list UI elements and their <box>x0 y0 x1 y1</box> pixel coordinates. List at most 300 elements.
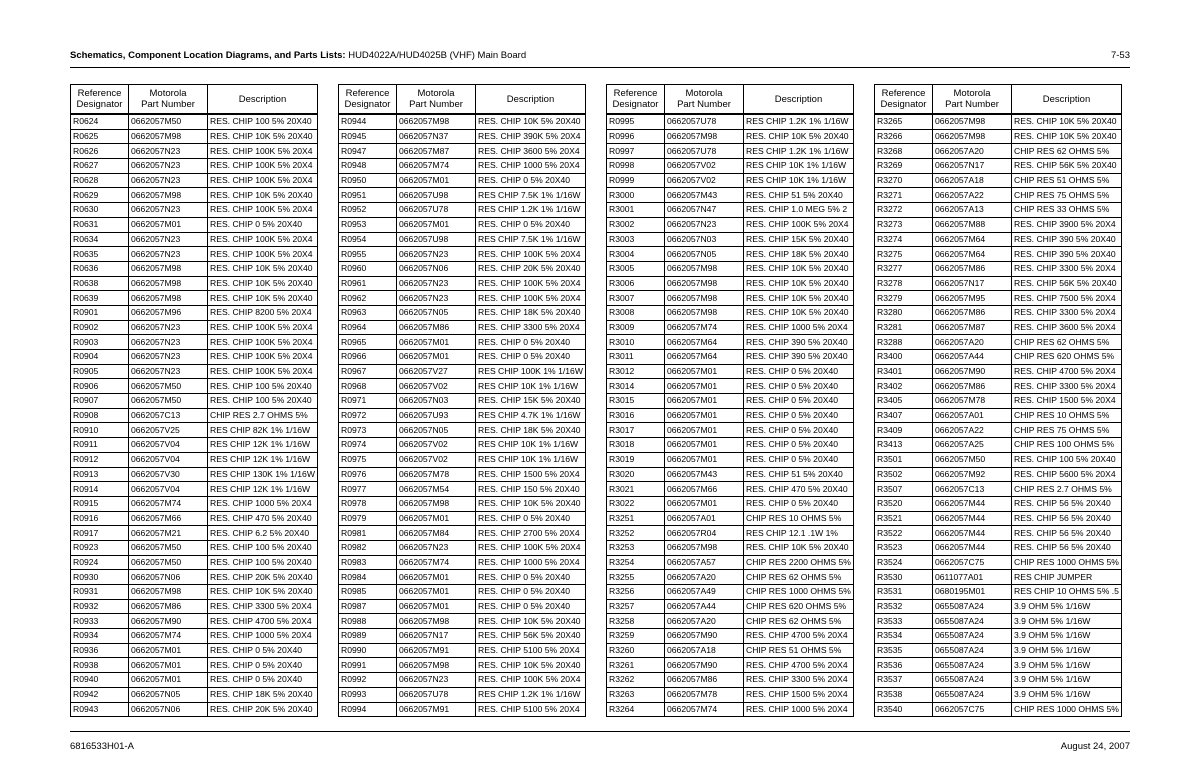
reference-cell: R3400 <box>875 350 933 365</box>
reference-cell: R3256 <box>607 585 665 600</box>
reference-cell: R3003 <box>607 232 665 247</box>
table-row <box>339 276 586 291</box>
table-row <box>875 305 1122 320</box>
part-number-cell: 0662057M90 <box>665 658 744 673</box>
reference-cell: R3264 <box>607 702 665 717</box>
description-cell: RES CHIP 7.5K 1% 1/16W <box>476 188 586 203</box>
part-number-cell: 0662057M64 <box>665 335 744 350</box>
part-number-cell: 0662057N23 <box>129 335 208 350</box>
part-number-cell: 0662057N05 <box>665 247 744 262</box>
reference-cell: R3009 <box>607 320 665 335</box>
table-row <box>71 144 318 159</box>
part-number-cell: 0662057V04 <box>129 482 208 497</box>
description-cell: 3.9 OHM 5% 1/16W <box>1012 614 1122 629</box>
description-cell: RES CHIP 10K 1% 1/16W <box>476 379 586 394</box>
description-cell: RES. CHIP 3300 5% 20X4 <box>1012 261 1122 276</box>
part-number-cell: 0662057V02 <box>397 379 476 394</box>
table-row <box>607 658 854 673</box>
parts-table <box>874 84 1122 717</box>
description-cell: RES. CHIP 100K 5% 20X4 <box>208 247 318 262</box>
reference-cell: R3269 <box>875 159 933 174</box>
part-number-cell: 0662057N23 <box>129 159 208 174</box>
part-number-cell: 0662057M01 <box>397 350 476 365</box>
part-number-cell: 0662057M01 <box>665 364 744 379</box>
part-number-cell: 0662057N23 <box>397 673 476 688</box>
description-cell: RES. CHIP 100K 5% 20X4 <box>476 291 586 306</box>
part-number-cell: 0662057N23 <box>129 247 208 262</box>
col-header-part-number-line1: Motorola <box>953 88 991 99</box>
part-number-cell: 0662057N23 <box>397 276 476 291</box>
description-cell: RES. CHIP 51 5% 20X40 <box>744 467 854 482</box>
reference-cell: R3270 <box>875 173 933 188</box>
description-cell: RES. CHIP 100K 5% 20X4 <box>208 335 318 350</box>
table-row <box>339 217 586 232</box>
table-row <box>339 114 586 129</box>
table-row <box>875 555 1122 570</box>
description-cell: RES CHIP 10K 1% 1/16W <box>476 438 586 453</box>
table-row <box>339 702 586 717</box>
description-cell: RES. CHIP 10K 5% 20X40 <box>744 276 854 291</box>
part-number-cell: 0662057A57 <box>665 555 744 570</box>
description-cell: 3.9 OHM 5% 1/16W <box>1012 599 1122 614</box>
part-number-cell: 0662057N37 <box>397 129 476 144</box>
reference-cell: R0902 <box>71 320 129 335</box>
col-header-reference <box>339 85 397 115</box>
description-cell: RES. CHIP 100 5% 20X40 <box>208 394 318 409</box>
table-row <box>875 144 1122 159</box>
part-number-cell: 0662057M92 <box>933 467 1012 482</box>
reference-cell: R0990 <box>339 643 397 658</box>
part-number-cell: 0662057M44 <box>933 511 1012 526</box>
col-header-reference-line2: Designator <box>612 99 659 110</box>
table-row <box>339 585 586 600</box>
part-number-cell: 0662057N23 <box>397 291 476 306</box>
part-number-cell: 0662057M21 <box>129 526 208 541</box>
reference-cell: R3540 <box>875 702 933 717</box>
table-row <box>339 526 586 541</box>
col-header-reference <box>875 85 933 115</box>
table-row <box>71 173 318 188</box>
table-row <box>339 291 586 306</box>
description-cell: RES. CHIP 4700 5% 20X4 <box>208 614 318 629</box>
part-number-cell: 0662057U93 <box>397 408 476 423</box>
part-number-cell: 0655087A24 <box>933 658 1012 673</box>
description-cell: CHIP RES 1000 OHMS 5% <box>1012 555 1122 570</box>
description-cell: RES. CHIP 150 5% 20X40 <box>476 482 586 497</box>
part-number-cell: 0662057N03 <box>665 232 744 247</box>
part-number-cell: 0662057C13 <box>129 408 208 423</box>
part-number-cell: 0662057A20 <box>933 144 1012 159</box>
part-number-cell: 0680195M01 <box>933 585 1012 600</box>
reference-cell: R0975 <box>339 452 397 467</box>
reference-cell: R3402 <box>875 379 933 394</box>
table-row <box>71 555 318 570</box>
reference-cell: R0965 <box>339 335 397 350</box>
reference-cell: R0961 <box>339 276 397 291</box>
reference-cell: R3020 <box>607 467 665 482</box>
part-number-cell: 0662057A44 <box>933 350 1012 365</box>
part-number-cell: 0662057V25 <box>129 423 208 438</box>
table-row <box>71 232 318 247</box>
part-number-cell: 0662057M50 <box>129 394 208 409</box>
part-number-cell: 0662057M74 <box>397 159 476 174</box>
reference-cell: R0905 <box>71 364 129 379</box>
description-cell: RES. CHIP 0 5% 20X40 <box>744 364 854 379</box>
description-cell: RES. CHIP 4700 5% 20X4 <box>744 629 854 644</box>
col-header-description: Description <box>476 85 586 115</box>
reference-cell: R0943 <box>71 702 129 717</box>
table-row <box>607 364 854 379</box>
description-cell: CHIP RES 2200 OHMS 5% <box>744 555 854 570</box>
reference-cell: R0917 <box>71 526 129 541</box>
description-cell: RES CHIP 12K 1% 1/16W <box>208 452 318 467</box>
table-row <box>339 555 586 570</box>
part-number-cell: 0662057M91 <box>397 643 476 658</box>
description-cell: RES. CHIP 10K 5% 20X40 <box>744 540 854 555</box>
reference-cell: R3536 <box>875 658 933 673</box>
reference-cell: R0906 <box>71 379 129 394</box>
table-row <box>71 452 318 467</box>
reference-cell: R3259 <box>607 629 665 644</box>
col-header-description: Description <box>744 85 854 115</box>
reference-cell: R3008 <box>607 305 665 320</box>
part-number-cell: 0662057M54 <box>397 482 476 497</box>
table-row <box>607 599 854 614</box>
reference-cell: R0951 <box>339 188 397 203</box>
description-cell: RES. CHIP 100 5% 20X40 <box>1012 452 1122 467</box>
table-row <box>71 438 318 453</box>
part-number-cell: 0662057M98 <box>665 291 744 306</box>
reference-cell: R0996 <box>607 129 665 144</box>
part-number-cell: 0662057M90 <box>129 614 208 629</box>
description-cell: RES. CHIP 10K 5% 20X40 <box>1012 129 1122 144</box>
table-row <box>875 673 1122 688</box>
part-number-cell: 0662057M86 <box>933 305 1012 320</box>
table-row <box>71 643 318 658</box>
reference-cell: R0988 <box>339 614 397 629</box>
reference-cell: R3006 <box>607 276 665 291</box>
part-number-cell: 0662057C13 <box>933 482 1012 497</box>
reference-cell: R0947 <box>339 144 397 159</box>
description-cell: RES. CHIP 1500 5% 20X4 <box>476 467 586 482</box>
reference-cell: R3262 <box>607 673 665 688</box>
table-row <box>875 232 1122 247</box>
reference-cell: R3271 <box>875 188 933 203</box>
table-row <box>71 673 318 688</box>
reference-cell: R0967 <box>339 364 397 379</box>
description-cell: RES. CHIP 100 5% 20X40 <box>208 114 318 129</box>
table-row <box>71 702 318 717</box>
reference-cell: R3257 <box>607 599 665 614</box>
col-header-reference-line1: Reference <box>345 88 390 99</box>
description-cell: RES. CHIP 0 5% 20X40 <box>744 452 854 467</box>
reference-cell: R3265 <box>875 114 933 129</box>
doc-number: 6816533H01-A <box>70 741 134 752</box>
table-row <box>875 629 1122 644</box>
reference-cell: R0911 <box>71 438 129 453</box>
table-row <box>339 379 586 394</box>
table-row <box>71 364 318 379</box>
part-number-cell: 0662057M01 <box>129 217 208 232</box>
description-cell: CHIP RES 62 OHMS 5% <box>744 570 854 585</box>
description-cell: RES. CHIP 0 5% 20X40 <box>744 496 854 511</box>
description-cell: CHIP RES 62 OHMS 5% <box>744 614 854 629</box>
reference-cell: R0908 <box>71 408 129 423</box>
description-cell: RES CHIP 130K 1% 1/16W <box>208 467 318 482</box>
description-cell: RES. CHIP 470 5% 20X40 <box>744 482 854 497</box>
col-header-part-number-line1: Motorola <box>149 88 187 99</box>
part-number-cell: 0662057M43 <box>665 188 744 203</box>
part-number-cell: 0655087A24 <box>933 643 1012 658</box>
reference-cell: R3524 <box>875 555 933 570</box>
table-row <box>875 599 1122 614</box>
col-header-part-number-line2: Part Number <box>141 99 195 110</box>
description-cell: RES CHIP 100K 1% 1/16W <box>476 364 586 379</box>
table-row <box>607 305 854 320</box>
reference-cell: R0638 <box>71 276 129 291</box>
table-row <box>339 394 586 409</box>
description-cell: CHIP RES 75 OHMS 5% <box>1012 423 1122 438</box>
part-number-cell: 0662057V02 <box>665 173 744 188</box>
table-row <box>875 203 1122 218</box>
description-cell: RES. CHIP 100K 5% 20X4 <box>208 159 318 174</box>
reference-cell: R3272 <box>875 203 933 218</box>
part-number-cell: 0662057M01 <box>397 173 476 188</box>
col-header-part-number-line2: Part Number <box>945 99 999 110</box>
reference-cell: R3015 <box>607 394 665 409</box>
table-row <box>71 570 318 585</box>
description-cell: RES. CHIP 18K 5% 20X40 <box>476 305 586 320</box>
table-row <box>339 540 586 555</box>
reference-cell: R3279 <box>875 291 933 306</box>
footer-rule <box>70 731 1130 732</box>
part-number-cell: 0662057N23 <box>129 203 208 218</box>
part-number-cell: 0662057M90 <box>933 364 1012 379</box>
reference-cell: R0954 <box>339 232 397 247</box>
reference-cell: R0910 <box>71 423 129 438</box>
description-cell: RES. CHIP 6.2 5% 20X40 <box>208 526 318 541</box>
reference-cell: R3253 <box>607 540 665 555</box>
part-number-cell: 0662057M98 <box>665 276 744 291</box>
description-cell: RES. CHIP 1500 5% 20X4 <box>744 687 854 702</box>
description-cell: RES CHIP 1.2K 1% 1/16W <box>476 687 586 702</box>
description-cell: RES. CHIP 100K 5% 20X4 <box>208 364 318 379</box>
description-cell: RES. CHIP 390 5% 20X40 <box>1012 232 1122 247</box>
table-header-row <box>875 85 1122 115</box>
description-cell: RES. CHIP 390 5% 20X40 <box>1012 247 1122 262</box>
page-title <box>70 50 526 61</box>
description-cell: RES. CHIP 10K 5% 20X40 <box>476 614 586 629</box>
part-number-cell: 0662057N06 <box>129 702 208 717</box>
part-number-cell: 0662057N03 <box>397 394 476 409</box>
description-cell: CHIP RES 51 OHMS 5% <box>744 643 854 658</box>
reference-cell: R0913 <box>71 467 129 482</box>
table-row <box>339 188 586 203</box>
reference-cell: R0974 <box>339 438 397 453</box>
description-cell: RES. CHIP 0 5% 20X40 <box>476 585 586 600</box>
table-row <box>339 643 586 658</box>
part-number-cell: 0662057N05 <box>397 423 476 438</box>
description-cell: RES. CHIP 56K 5% 20X40 <box>1012 159 1122 174</box>
col-header-part-number-line1: Motorola <box>417 88 455 99</box>
table-row <box>339 247 586 262</box>
table-row <box>71 687 318 702</box>
description-cell: RES. CHIP 100K 5% 20X4 <box>744 217 854 232</box>
reference-cell: R0995 <box>607 114 665 129</box>
part-number-cell: 0662057M98 <box>129 129 208 144</box>
reference-cell: R3007 <box>607 291 665 306</box>
reference-cell: R3252 <box>607 526 665 541</box>
description-cell: RES. CHIP 18K 5% 20X40 <box>476 423 586 438</box>
description-cell: RES. CHIP 10K 5% 20X40 <box>208 291 318 306</box>
reference-cell: R3277 <box>875 261 933 276</box>
description-cell: RES. CHIP 0 5% 20X40 <box>476 599 586 614</box>
table-row <box>339 129 586 144</box>
reference-cell: R0992 <box>339 673 397 688</box>
table-row <box>71 658 318 673</box>
table-row <box>607 217 854 232</box>
table-row <box>339 203 586 218</box>
reference-cell: R0962 <box>339 291 397 306</box>
reference-cell: R0931 <box>71 585 129 600</box>
reference-cell: R3532 <box>875 599 933 614</box>
table-row <box>607 232 854 247</box>
reference-cell: R0972 <box>339 408 397 423</box>
reference-cell: R0952 <box>339 203 397 218</box>
table-header-row <box>71 85 318 115</box>
table-row <box>339 232 586 247</box>
table-row <box>875 438 1122 453</box>
description-cell: RES. CHIP 0 5% 20X40 <box>476 173 586 188</box>
description-cell: RES. CHIP 1000 5% 20X4 <box>744 702 854 717</box>
reference-cell: R0631 <box>71 217 129 232</box>
table-row <box>607 511 854 526</box>
description-cell: 3.9 OHM 5% 1/16W <box>1012 643 1122 658</box>
description-cell: CHIP RES 62 OHMS 5% <box>1012 144 1122 159</box>
reference-cell: R3254 <box>607 555 665 570</box>
description-cell: 3.9 OHM 5% 1/16W <box>1012 658 1122 673</box>
reference-cell: R0944 <box>339 114 397 129</box>
table-row <box>875 188 1122 203</box>
part-number-cell: 0662057M74 <box>129 629 208 644</box>
table-row <box>607 159 854 174</box>
reference-cell: R0627 <box>71 159 129 174</box>
part-number-cell: 0662057N17 <box>397 629 476 644</box>
reference-cell: R0973 <box>339 423 397 438</box>
description-cell: 3.9 OHM 5% 1/16W <box>1012 673 1122 688</box>
reference-cell: R3002 <box>607 217 665 232</box>
description-cell: RES. CHIP 56K 5% 20X40 <box>476 629 586 644</box>
part-number-cell: 0662057N47 <box>665 203 744 218</box>
reference-cell: R0964 <box>339 320 397 335</box>
table-row <box>875 423 1122 438</box>
table-row <box>607 540 854 555</box>
reference-cell: R0966 <box>339 350 397 365</box>
table-row <box>607 394 854 409</box>
part-number-cell: 0662057M01 <box>397 585 476 600</box>
part-number-cell: 0662057A18 <box>665 643 744 658</box>
reference-cell: R0940 <box>71 673 129 688</box>
reference-cell: R0979 <box>339 511 397 526</box>
part-number-cell: 0662057M98 <box>933 129 1012 144</box>
part-number-cell: 0662057V02 <box>665 159 744 174</box>
reference-cell: R3521 <box>875 511 933 526</box>
description-cell: RES CHIP 7.5K 1% 1/16W <box>476 232 586 247</box>
table-row <box>607 423 854 438</box>
reference-cell: R3274 <box>875 232 933 247</box>
reference-cell: R0987 <box>339 599 397 614</box>
description-cell: RES. CHIP 18K 5% 20X40 <box>744 247 854 262</box>
table-row <box>71 188 318 203</box>
part-number-cell: 0662057M98 <box>665 129 744 144</box>
table-row <box>607 114 854 129</box>
table-row <box>607 702 854 717</box>
description-cell: RES. CHIP 100K 5% 20X4 <box>208 203 318 218</box>
reference-cell: R0968 <box>339 379 397 394</box>
table-row <box>71 291 318 306</box>
description-cell: RES. CHIP 390 5% 20X40 <box>744 335 854 350</box>
part-number-cell: 0662057U78 <box>665 114 744 129</box>
description-cell: RES. CHIP 100K 5% 20X4 <box>208 320 318 335</box>
part-number-cell: 0662057N23 <box>129 173 208 188</box>
description-cell: RES. CHIP 0 5% 20X40 <box>208 673 318 688</box>
part-number-cell: 0662057M98 <box>129 291 208 306</box>
table-row <box>875 129 1122 144</box>
table-row <box>339 570 586 585</box>
description-cell: RES. CHIP 0 5% 20X40 <box>744 408 854 423</box>
description-cell: RES. CHIP 1000 5% 20X4 <box>208 629 318 644</box>
description-cell: CHIP RES 33 OHMS 5% <box>1012 203 1122 218</box>
col-header-reference-line1: Reference <box>881 88 926 99</box>
description-cell: RES. CHIP 0 5% 20X40 <box>744 438 854 453</box>
description-cell: CHIP RES 10 OHMS 5% <box>1012 408 1122 423</box>
part-number-cell: 0662057M86 <box>129 599 208 614</box>
reference-cell: R0630 <box>71 203 129 218</box>
table-row <box>875 364 1122 379</box>
part-number-cell: 0662057M50 <box>129 540 208 555</box>
description-cell: RES. CHIP 1000 5% 20X4 <box>208 496 318 511</box>
part-number-cell: 0662057M44 <box>933 526 1012 541</box>
description-cell: RES. CHIP 51 5% 20X40 <box>744 188 854 203</box>
reference-cell: R3016 <box>607 408 665 423</box>
table-row <box>71 114 318 129</box>
description-cell: RES. CHIP 100K 5% 20X4 <box>476 673 586 688</box>
table-row <box>71 496 318 511</box>
table-row <box>71 129 318 144</box>
reference-cell: R0963 <box>339 305 397 320</box>
table-row <box>339 144 586 159</box>
part-number-cell: 0662057M64 <box>933 232 1012 247</box>
table-row <box>607 247 854 262</box>
part-number-cell: 0662057M86 <box>397 320 476 335</box>
description-cell: RES. CHIP 56K 5% 20X40 <box>1012 276 1122 291</box>
description-cell: RES. CHIP 100K 5% 20X4 <box>476 247 586 262</box>
reference-cell: R0997 <box>607 144 665 159</box>
part-number-cell: 0662057M50 <box>129 114 208 129</box>
reference-cell: R0915 <box>71 496 129 511</box>
part-number-cell: 0662057A22 <box>933 188 1012 203</box>
reference-cell: R0635 <box>71 247 129 262</box>
part-number-cell: 0662057M98 <box>397 114 476 129</box>
table-row <box>875 261 1122 276</box>
table-row <box>607 350 854 365</box>
table-row <box>339 599 586 614</box>
description-cell: RES CHIP 1.2K 1% 1/16W <box>476 203 586 218</box>
table-row <box>339 673 586 688</box>
header-rule <box>70 67 1130 68</box>
reference-cell: R0923 <box>71 540 129 555</box>
description-cell: RES CHIP 12.1 .1W 1% <box>744 526 854 541</box>
